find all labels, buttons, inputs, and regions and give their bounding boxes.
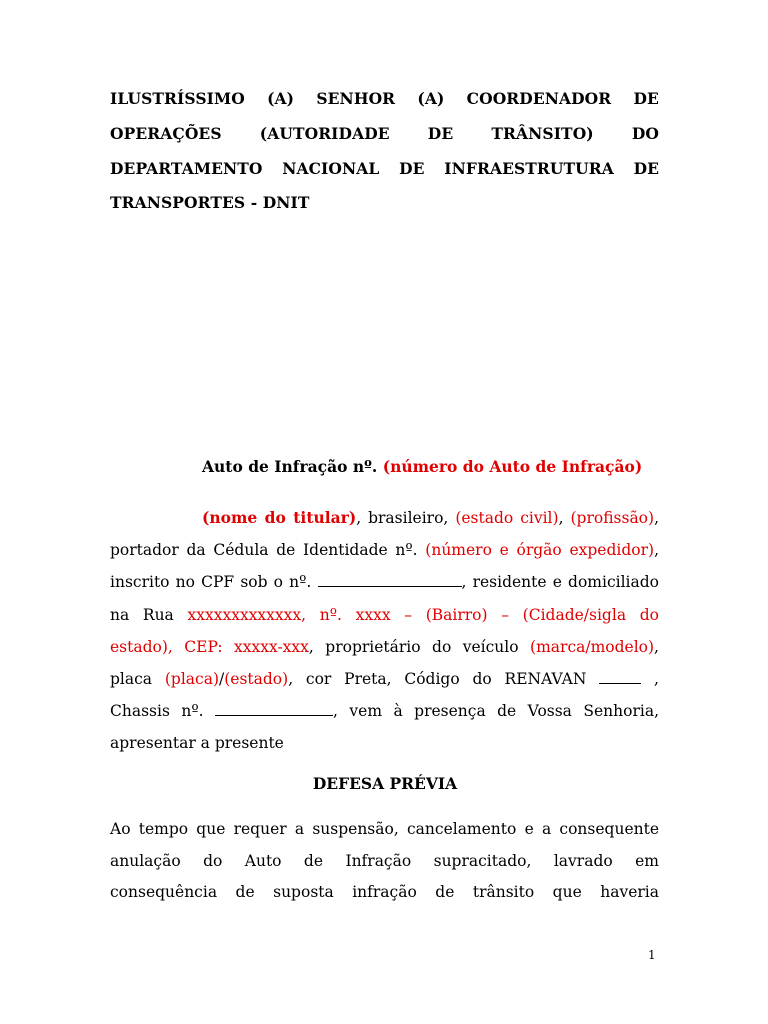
header-line-4 — [110, 186, 659, 221]
addressee-header — [110, 82, 659, 221]
infraction-number-placeholder: (número do Auto de Infração) — [382, 457, 643, 476]
paragraph-line — [110, 502, 659, 534]
text-run: portador da Cédula de Identidade nº. — [110, 541, 418, 560]
text-run: na Rua — [110, 605, 174, 624]
text-run: , — [654, 637, 659, 656]
paragraph-line: Ao tempo que requer a suspensão, cancelamento e a consequente — [110, 820, 659, 838]
paragraph-line — [110, 631, 659, 663]
paragraph-line — [110, 566, 659, 598]
header-word: DEPARTAMENTO — [110, 158, 263, 178]
header-word: DE — [633, 158, 660, 178]
holder-name-placeholder: (nome do titular) — [202, 508, 357, 527]
text-run: , cor Preta, Código do RENAVAN — [288, 669, 587, 688]
header-word: NACIONAL — [282, 158, 380, 178]
profession-placeholder: (profissão) — [570, 509, 655, 527]
infraction-label: Auto de Infração nº. — [202, 457, 378, 476]
header-word: DO — [631, 123, 660, 143]
text-run: , — [654, 509, 659, 527]
header-line-1 — [110, 82, 659, 117]
header-line-2 — [110, 117, 659, 152]
header-word: (AUTORIDADE — [259, 123, 390, 143]
header-line-3 — [110, 152, 659, 187]
header-word: (A) — [417, 89, 445, 108]
text-run: , brasileiro, — [356, 509, 449, 527]
text-run: , — [654, 669, 659, 688]
address-placeholder: xxxxxxxxxxxxx, nº. xxxx – (Bairro) – (Cidade/sigla do — [187, 605, 659, 624]
header-word: DE — [633, 89, 659, 108]
infraction-notice-line — [202, 455, 642, 479]
text-run: Chassis nº. — [110, 702, 204, 721]
header-word: ILUSTRÍSSIMO — [110, 89, 245, 108]
id-number-placeholder: (número e órgão expedidor) — [425, 541, 655, 560]
page-number: 1 — [648, 948, 656, 962]
section-title — [0, 772, 768, 796]
header-word: DE — [399, 158, 425, 178]
paragraph-line — [110, 695, 659, 727]
text-run: / — [219, 669, 225, 688]
text-run: , vem à presença de Vossa Senhoria, — [333, 702, 659, 721]
paragraph-line — [110, 534, 659, 566]
text-run: inscrito no CPF sob o nº. — [110, 573, 312, 592]
header-word: (A) — [267, 89, 295, 108]
identification-paragraph — [110, 502, 659, 760]
request-paragraph — [110, 814, 659, 909]
paragraph-line: anulação do Auto de Infração supracitado, lavrado em — [110, 851, 659, 870]
text-run: , proprietário do veículo — [308, 637, 519, 656]
vehicle-model-placeholder: (marca/modelo) — [530, 637, 655, 656]
header-word: OPERAÇÕES — [110, 123, 222, 143]
text-run: apresentar a presente — [110, 734, 284, 753]
text-run: , — [654, 541, 659, 560]
header-word: DE — [427, 123, 454, 143]
paragraph-line — [110, 599, 659, 631]
plate-state-placeholder: (estado) — [224, 669, 289, 688]
paragraph-line — [110, 727, 659, 759]
address-placeholder-cont: estado), CEP: xxxxx-xxx — [110, 637, 309, 656]
paragraph-line — [110, 663, 659, 695]
chassis-blank-line — [215, 703, 333, 716]
header-word: TRÂNSITO) — [491, 123, 594, 143]
header-word: INFRAESTRUTURA — [444, 158, 614, 178]
text-run: , residente e domiciliado — [461, 573, 659, 592]
plate-placeholder: (placa) — [164, 669, 219, 688]
renavan-blank-line — [599, 671, 641, 684]
header-word: TRANSPORTES - DNIT — [110, 193, 310, 213]
civil-status-placeholder: (estado civil) — [455, 509, 559, 527]
text-run: , — [558, 509, 564, 527]
text-run: placa — [110, 669, 153, 688]
cpf-blank-line — [318, 574, 462, 587]
header-word: SENHOR — [316, 89, 396, 108]
section-title-text: DEFESA PRÉVIA — [312, 774, 458, 793]
paragraph-line: consequência de suposta infração de trânsito que haveria — [110, 883, 659, 901]
header-word: COORDENADOR — [466, 89, 612, 108]
